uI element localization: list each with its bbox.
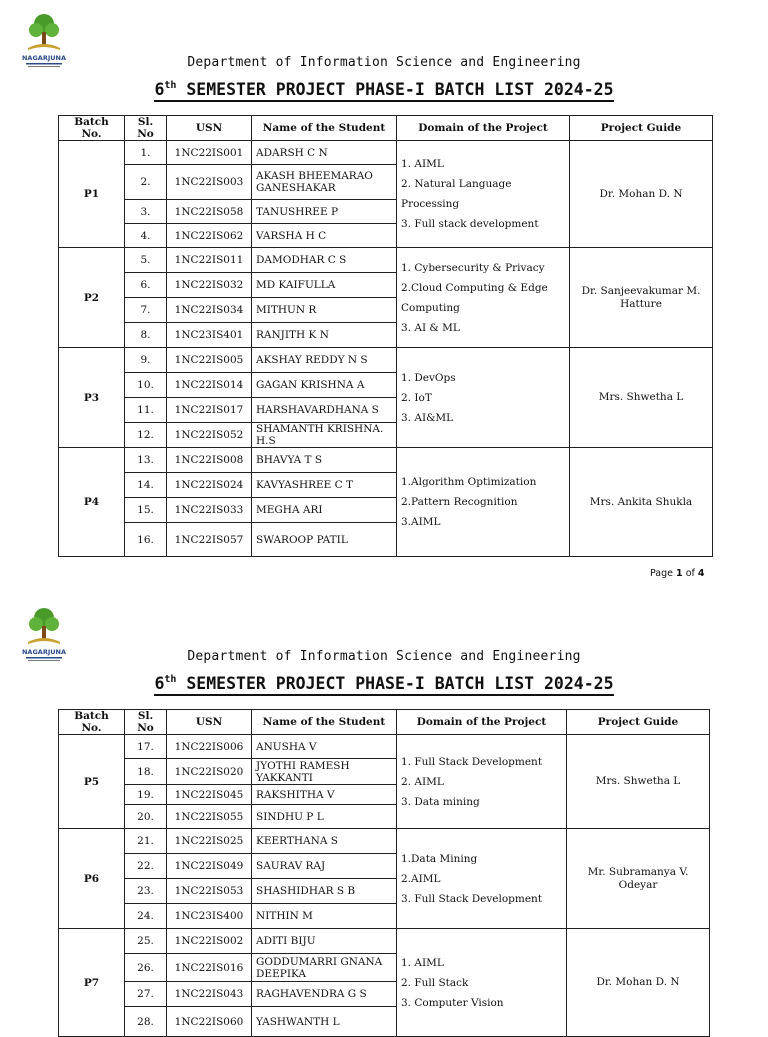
serial-number-cell: 18. [125,759,167,785]
student-name-cell: KEERTHANA S [252,829,397,854]
student-name-cell: YASHWANTH L [252,1007,397,1037]
table-row [59,248,713,273]
domain-item: 1. Cybersecurity & Privacy [401,261,545,274]
student-name-cell: MD KAIFULLA [252,273,397,298]
domain-item: 2. IoT [401,391,432,404]
header-sl-no: Sl. No [125,116,167,141]
header-student-name: Name of the Student [252,710,397,735]
student-name-cell: MEGHA ARI [252,498,397,523]
project-domain-cell [397,141,570,248]
serial-number-cell: 27. [125,982,167,1007]
batch-number-cell: P2 [59,248,125,348]
student-name-cell: MITHUN R [252,298,397,323]
serial-number-cell: 17. [125,735,167,759]
student-name-cell: DAMODHAR C S [252,248,397,273]
serial-number-cell: 6. [125,273,167,298]
usn-cell: 1NC22IS053 [167,879,252,904]
student-name-cell: ANUSHA V [252,735,397,759]
student-name-cell: HARSHAVARDHANA S [252,398,397,423]
usn-cell: 1NC22IS045 [167,785,252,805]
project-domain-cell [397,829,567,929]
usn-cell: 1NC22IS008 [167,448,252,473]
usn-cell: 1NC22IS002 [167,929,252,954]
serial-number-cell: 1. [125,141,167,165]
serial-number-cell: 5. [125,248,167,273]
serial-number-cell: 19. [125,785,167,805]
domain-item: 2. Full Stack [401,976,469,989]
domain-item: 1. DevOps [401,371,456,384]
usn-cell: 1NC23IS401 [167,323,252,348]
usn-cell: 1NC22IS049 [167,854,252,879]
usn-cell: 1NC22IS001 [167,141,252,165]
batch-table-page-1 [58,115,713,557]
batch-number-cell: P5 [59,735,125,829]
document-title: 6th SEMESTER PROJECT PHASE-I BATCH LIST 2024-25 [0,80,768,99]
project-domain-cell [397,735,567,829]
domain-item: 2.Pattern Recognition [401,496,518,508]
student-name-cell: SHAMANTH KRISHNA. H.S [252,423,397,448]
domain-item: 1.Algorithm Optimization [401,476,537,488]
student-name-cell: KAVYASHREE C T [252,473,397,498]
serial-number-cell: 8. [125,323,167,348]
serial-number-cell: 20. [125,805,167,829]
usn-cell: 1NC22IS057 [167,523,252,557]
header-project-domain: Domain of the Project [397,116,570,141]
student-name-cell: BHAVYA T S [252,448,397,473]
header-usn: USN [167,116,252,141]
domain-item: 3.AIML [401,516,441,528]
student-name-cell: SHASHIDHAR S B [252,879,397,904]
student-name-cell: AKSHAY REDDY N S [252,348,397,373]
serial-number-cell: 16. [125,523,167,557]
table-row [59,348,713,373]
student-name-cell: NITHIN M [252,904,397,929]
usn-cell: 1NC23IS400 [167,904,252,929]
usn-cell: 1NC22IS033 [167,498,252,523]
usn-cell: 1NC22IS020 [167,759,252,785]
usn-cell: 1NC22IS062 [167,224,252,248]
domain-item: 3. Computer Vision [401,996,504,1009]
svg-text:NAGARJUNA: NAGARJUNA [21,648,67,656]
table-row [59,141,713,165]
batch-number-cell: P7 [59,929,125,1037]
svg-text:NAGARJUNA: NAGARJUNA [21,54,67,62]
project-guide-cell: Mrs. Ankita Shukla [570,448,713,557]
domain-item: 1. AIML [401,158,444,170]
usn-cell: 1NC22IS025 [167,829,252,854]
serial-number-cell: 15. [125,498,167,523]
serial-number-cell: 7. [125,298,167,323]
usn-cell: 1NC22IS055 [167,805,252,829]
project-guide-cell: Mrs. Shwetha L [570,348,713,448]
student-name-cell: GAGAN KRISHNA A [252,373,397,398]
serial-number-cell: 12. [125,423,167,448]
student-name-cell: RANJITH K N [252,323,397,348]
usn-cell: 1NC22IS006 [167,735,252,759]
project-domain-cell [397,248,570,348]
project-guide-cell: Mr. Subramanya V. Odeyar [567,829,710,929]
header-usn: USN [167,710,252,735]
domain-item: 2. Natural Language Processing [401,178,512,210]
serial-number-cell: 3. [125,200,167,224]
header-sl-no: Sl. No [125,710,167,735]
serial-number-cell: 9. [125,348,167,373]
usn-cell: 1NC22IS043 [167,982,252,1007]
domain-item: 3. AI & ML [401,321,460,334]
domain-item: 2.AIML [401,872,441,885]
table-row [59,829,710,854]
usn-cell: 1NC22IS060 [167,1007,252,1037]
table-row [59,735,710,759]
usn-cell: 1NC22IS032 [167,273,252,298]
serial-number-cell: 23. [125,879,167,904]
student-name-cell: RAKSHITHA V [252,785,397,805]
serial-number-cell: 4. [125,224,167,248]
usn-cell: 1NC22IS011 [167,248,252,273]
student-name-cell: ADARSH C N [252,141,397,165]
student-name-cell: RAGHAVENDRA G S [252,982,397,1007]
domain-item: 2.Cloud Computing & Edge Computing [401,281,548,314]
usn-cell: 1NC22IS005 [167,348,252,373]
table-row [59,448,713,473]
usn-cell: 1NC22IS003 [167,165,252,200]
usn-cell: 1NC22IS016 [167,954,252,982]
header-project-domain: Domain of the Project [397,710,567,735]
serial-number-cell: 13. [125,448,167,473]
project-guide-cell: Mrs. Shwetha L [567,735,710,829]
domain-item: 1. AIML [401,956,444,969]
header-project-guide: Project Guide [567,710,710,735]
serial-number-cell: 22. [125,854,167,879]
usn-cell: 1NC22IS017 [167,398,252,423]
table-header-row [59,116,713,141]
serial-number-cell: 24. [125,904,167,929]
usn-cell: 1NC22IS014 [167,373,252,398]
student-name-cell: SAURAV RAJ [252,854,397,879]
domain-item: 3. Data mining [401,795,480,808]
student-name-cell: ADITI BIJU [252,929,397,954]
serial-number-cell: 28. [125,1007,167,1037]
department-heading: Department of Information Science and Engineering [187,55,581,70]
document-title: 6th SEMESTER PROJECT PHASE-I BATCH LIST 2024-25 [0,674,768,693]
batch-number-cell: P4 [59,448,125,557]
batch-number-cell: P6 [59,829,125,929]
domain-item: 1. Full Stack Development [401,755,543,768]
project-domain-cell [397,448,570,557]
student-name-cell: JYOTHI RAMESH YAKKANTI [252,759,397,785]
header-batch-no: Batch No. [59,710,125,735]
project-guide-cell: Dr. Sanjeevakumar M. Hatture [570,248,713,348]
serial-number-cell: 11. [125,398,167,423]
table-row [59,929,710,954]
department-heading: Department of Information Science and Engineering [187,649,581,664]
serial-number-cell: 21. [125,829,167,854]
serial-number-cell: 14. [125,473,167,498]
student-name-cell: GODDUMARRI GNANA DEEPIKA [252,954,397,982]
student-name-cell: SINDHU P L [252,805,397,829]
batch-number-cell: P1 [59,141,125,248]
student-name-cell: TANUSHREE P [252,200,397,224]
usn-cell: 1NC22IS034 [167,298,252,323]
header-student-name: Name of the Student [252,116,397,141]
header-batch-no: Batch No. [59,116,125,141]
serial-number-cell: 10. [125,373,167,398]
student-name-cell: SWAROOP PATIL [252,523,397,557]
table-header-row [59,710,710,735]
domain-item: 2. AIML [401,775,444,788]
student-name-cell: VARSHA H C [252,224,397,248]
student-name-cell: AKASH BHEEMARAO GANESHAKAR [252,165,397,200]
project-domain-cell [397,348,570,448]
usn-cell: 1NC22IS058 [167,200,252,224]
project-guide-cell: Dr. Mohan D. N [567,929,710,1037]
batch-table-page-2 [58,709,710,1037]
serial-number-cell: 25. [125,929,167,954]
domain-item: 3. AI&ML [401,411,454,424]
domain-item: 1.Data Mining [401,852,478,865]
domain-item: 3. Full Stack Development [401,892,543,905]
document-page-2 [0,596,768,1028]
header-project-guide: Project Guide [570,116,713,141]
usn-cell: 1NC22IS024 [167,473,252,498]
serial-number-cell: 26. [125,954,167,982]
project-guide-cell: Dr. Mohan D. N [570,141,713,248]
serial-number-cell: 2. [125,165,167,200]
domain-item: 3. Full stack development [401,218,539,230]
usn-cell: 1NC22IS052 [167,423,252,448]
page-number: Page 1 of 4 [650,568,705,579]
batch-number-cell: P3 [59,348,125,448]
project-domain-cell [397,929,567,1037]
